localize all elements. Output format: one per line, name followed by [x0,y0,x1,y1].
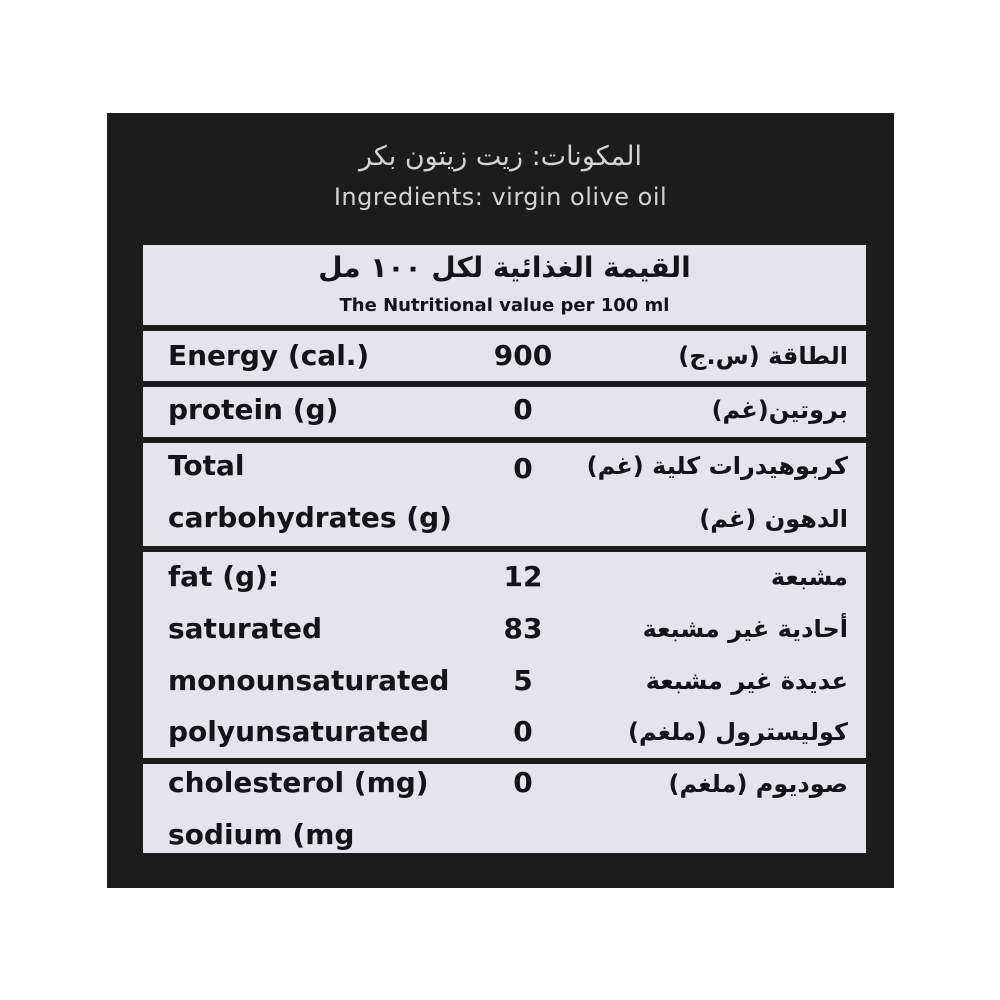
cholesterol-arabic: صوديوم (ملغم) [668,770,848,798]
saturated-value: 83 [503,612,543,645]
nutrition-table [135,245,874,853]
fat-arabic-heading: الدهون (غم) [699,505,848,533]
protein-label: protein (g) [168,393,339,426]
monounsaturated-label: monounsaturated [168,664,450,697]
nutrition-title-arabic: القيمة الغذائية لكل ١٠٠ مل [318,251,691,284]
monounsaturated-value: 5 [513,664,533,697]
fat-label: fat (g): [168,560,280,593]
energy-value: 900 [493,339,553,372]
cholesterol-sodium-row [143,764,866,853]
cholesterol-label: cholesterol (mg) [168,766,429,799]
carbohydrates-label-line2: carbohydrates (g) [168,501,452,534]
protein-value: 0 [513,393,533,426]
energy-row [143,331,866,381]
fat-value: 12 [503,560,543,593]
saturated-label: saturated [168,612,322,645]
energy-arabic: الطاقة (س.ج) [678,342,848,370]
carbohydrates-label-line1: Total [168,449,245,482]
fat-arabic: مشبعة [770,563,848,591]
cholesterol-value: 0 [513,766,533,799]
nutrition-title-english: The Nutritional value per 100 ml [339,295,670,316]
protein-row [143,387,866,437]
protein-arabic: بروتين(غم) [711,396,848,424]
carbohydrates-value: 0 [513,452,533,485]
ingredients-english: Ingredients: virgin olive oil [333,183,668,211]
monounsaturated-arabic: عديدة غير مشبعة [645,667,848,695]
ingredients-arabic: المكونات: زيت زيتون بكر [358,141,643,172]
saturated-arabic: أحادية غير مشبعة [642,615,848,643]
energy-label: Energy (cal.) [168,339,370,372]
sodium-label: sodium (mg [168,818,355,851]
polyunsaturated-label: polyunsaturated [168,715,429,748]
polyunsaturated-value: 0 [513,715,533,748]
nutrition-label-card [107,113,894,888]
carbohydrates-arabic-line1: كربوهيدرات كلية (غم) [586,452,848,480]
fat-section [143,552,866,758]
nutrition-title-box [143,245,866,325]
carbohydrates-row [143,443,866,546]
polyunsaturated-arabic: كوليسترول (ملغم) [627,718,848,746]
